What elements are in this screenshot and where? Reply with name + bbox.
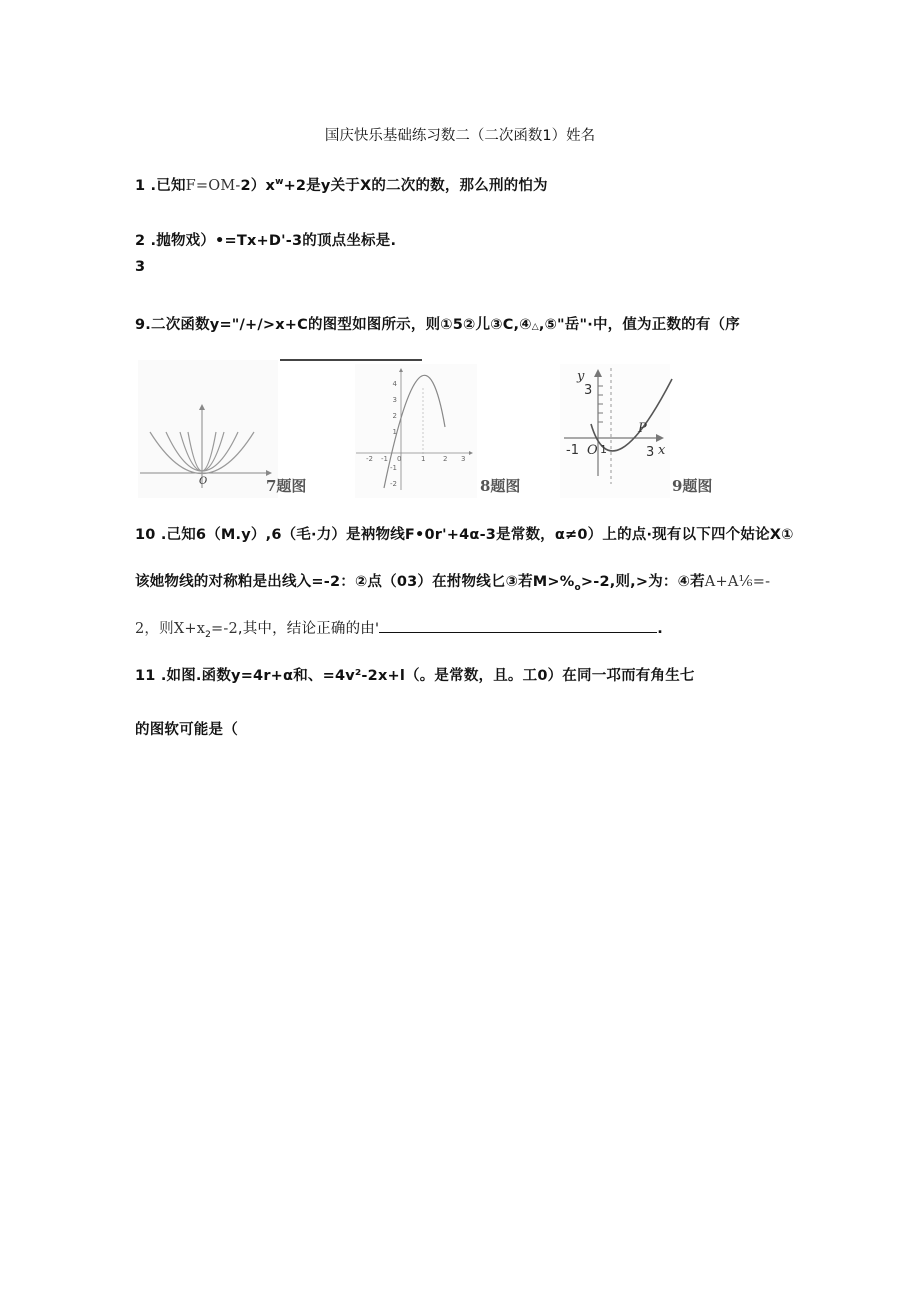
q10-line2b: >-2,则,>为：④若 [580,574,705,590]
question-10-line-3 [135,617,663,640]
question-10-line-1 [135,523,794,544]
fig8-ytick-m2: -2 [390,480,397,488]
fig9-caption: 9题图 [672,477,713,495]
fig8-ytick-2: 2 [392,412,397,420]
question-3 [135,259,145,275]
question-2 [135,229,396,250]
question-1 [135,174,548,195]
q10-line2-sub: o [574,582,581,593]
fig8-caption: 8题图 [480,477,521,495]
q10-line3-text: ,其中，结论正确的由' [237,621,380,637]
q9-small: △ [531,322,539,332]
fig8-xtick-m2: -2 [366,455,373,463]
q9-rest: ,⑤"岳"·中，值为正数的有（序 [538,317,740,333]
fig8-xtick-m1: -1 [381,455,388,463]
fig8-xtick-3: 3 [461,455,466,463]
figure-7 [138,360,307,498]
q10-answer-blank [379,620,657,633]
q10-line3-serif: 2，则X+x [135,621,206,637]
q1-number: 1 [135,178,146,194]
q1-exponent: w [275,177,284,188]
fig9-point-p: P [638,421,647,436]
q2-text: .抛物戏）•=Tx+D'-3的顶点坐标是. [145,233,397,249]
fig7-caption: 7题图 [266,477,307,495]
fig8-xtick-1: 1 [421,455,426,463]
fig9-x-label: x [658,443,666,458]
q2-number: 2 [135,233,146,249]
question-11-line-2 [135,718,238,739]
q11-line2: 的图软可能是（ [135,722,238,738]
q3-number: 3 [135,259,146,275]
figure-9 [560,364,732,498]
fig9-tick-m1: -1 [566,443,579,458]
fig9-tick-1: 1 [600,443,607,456]
question-9 [135,313,740,334]
fig9-y-label: y [577,369,585,384]
fig9-tick-3: 3 [584,383,593,398]
q10-line2a: 该她物线的对称粕是出线入=-2：②点（03）在拊物线匕③若M>% [135,574,575,590]
fig8-ytick-m1: -1 [390,464,397,472]
fig8-xtick-2: 2 [443,455,448,463]
fig8-xtick-0: 0 [397,455,402,463]
q10-line2-serif: A+A⅙=- [704,574,771,590]
page-title: 国庆快乐基础练习数二（二次函数1）姓名 [324,128,596,144]
q1-text-e: +2是y关于X的二次的数，那么刑的怕为 [283,178,548,194]
q1-formula: F=OM- [185,178,241,194]
q9-text: 9.二次函数y="/+/>x+C的图型如图所示，则①5②儿③C,④ [135,317,532,333]
figure-8 [280,360,532,498]
question-10-line-2 [135,570,770,593]
fig9-tick-3x: 3 [646,445,655,460]
fig8-ytick-4: 4 [392,380,397,388]
q1-text-c: 2）x [240,178,276,194]
question-11-line-1 [135,664,695,685]
q10-line3-sub: 2 [205,629,212,640]
fig7-origin: O [199,476,208,487]
fig9-origin: O [587,443,598,458]
q10-line3-serif2: =-2 [211,621,238,637]
fig8-ytick-1: 1 [392,428,397,436]
q10-line1: 10 .己知6（M.y）,6（毛·力）是衲物线F•0r'+4α-3是常数，α≠0）上的点·现有以下四个姑论X① [135,527,794,543]
q11-line1: 11 .如图.函数y=4r+α和、=4v²-2x+l（。是常数，且。工0）在同一邛而有角生七 [135,668,695,684]
fig8-ytick-3: 3 [392,396,397,404]
q1-text-a: .已知 [145,178,186,194]
q10-line3-end: . [657,621,663,637]
